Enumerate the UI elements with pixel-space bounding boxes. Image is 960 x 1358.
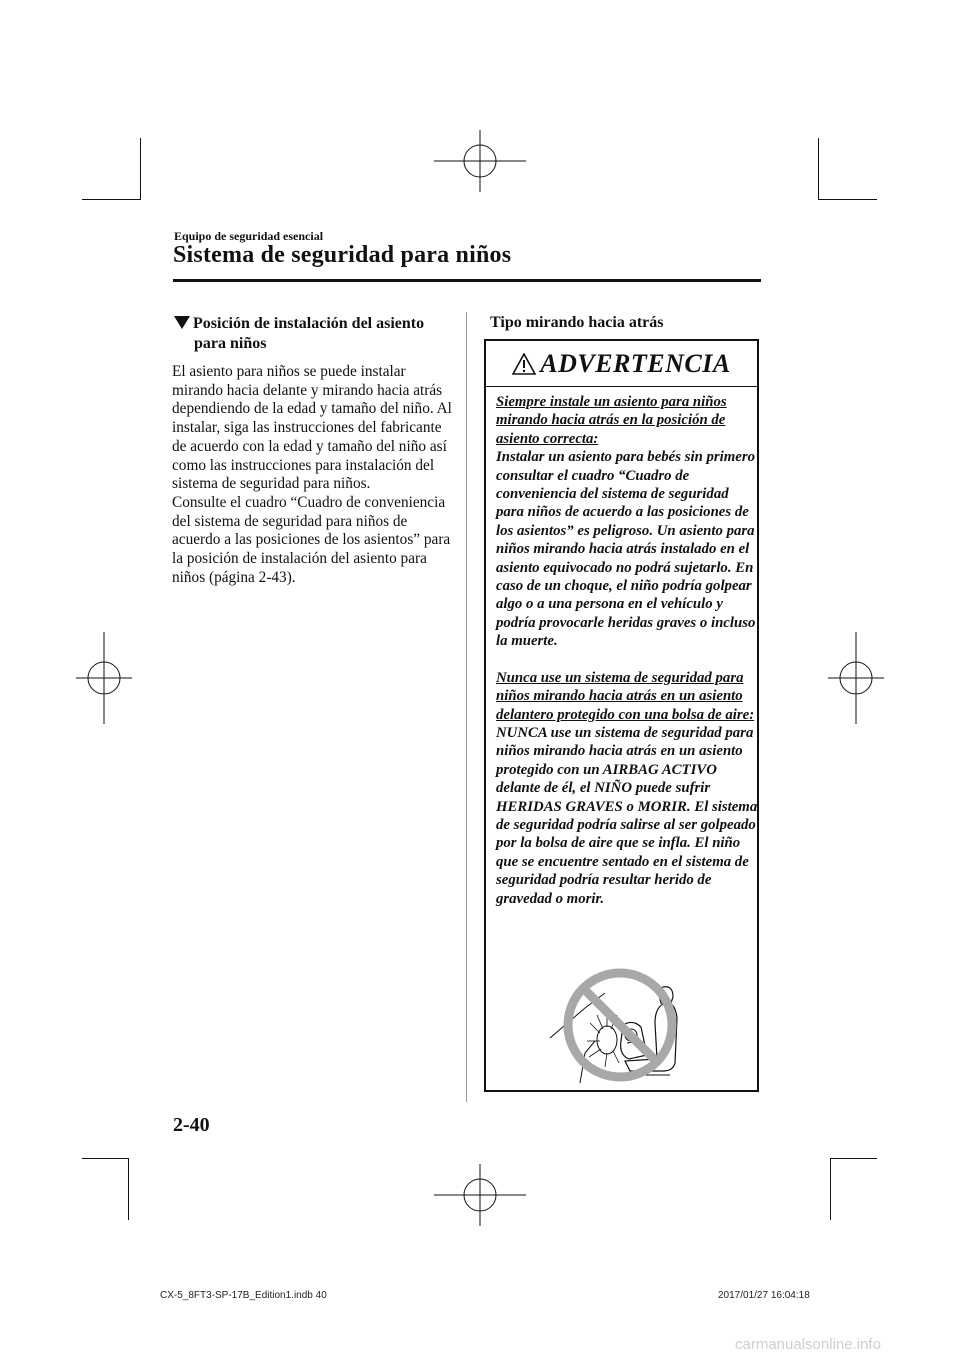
file-info: CX-5_8FT3-SP-17B_Edition1.indb 40	[160, 1290, 327, 1301]
subsection-heading-line2: para niños	[194, 335, 267, 352]
crop-mark	[82, 199, 141, 200]
crop-mark	[128, 1158, 129, 1220]
warning-lead: Siempre instale un asiento para niños mirando hacia atrás en la posición de asiento correcta:	[496, 394, 727, 447]
warning-header	[486, 341, 757, 387]
warning-triangle-icon	[512, 353, 536, 375]
registration-mark-icon	[828, 632, 884, 724]
warning-body: NUNCA use un sistema de seguridad para niños mirando hacia atrás en un asiento protegido con un AIRBAG ACTIVO delante de él, el NIÑO puede sufrir HERIDAS GRAVES o MORIR. El sistema de seguridad podría salirse al ser golpeado por la bolsa de aire que se infla. El niño que se encuentre sentado en el sistema de seguridad podría resultar herido de gravedad o morir.	[496, 724, 758, 907]
watermark: carmanualsonline.info	[735, 1336, 881, 1353]
crop-mark	[82, 1158, 129, 1159]
crop-mark	[140, 138, 141, 200]
warning-title: ADVERTENCIA	[540, 348, 731, 378]
paragraph: Consulte el cuadro “Cuadro de conveniencia del sistema de seguridad para niños de acuerdo a las posiciones de los asientos” para la posición de instalación del asiento para niños (página 2-43).	[172, 493, 451, 586]
triangle-bullet-icon	[174, 316, 190, 329]
column-divider	[466, 312, 467, 1102]
warning-body: Instalar un asiento para bebés sin primero consultar el cuadro “Cuadro de conveniencia del sistema de seguridad para niños de acuerdo a las posiciones de los asientos” es peligroso. Un asiento para niños mirando hacia atrás instalado en el asiento equivocado no podrá sujetarlo. En caso de un choque, el niño podría golpear algo o a una persona en el vehículo y podría provocarle heridas graves o incluso la muerte.	[496, 449, 756, 650]
rear-facing-heading: Tipo mirando hacia atrás	[490, 314, 664, 331]
crop-mark	[818, 138, 819, 200]
spacer	[496, 651, 758, 669]
crop-mark	[830, 1158, 877, 1159]
registration-mark-icon	[434, 130, 526, 192]
subsection-heading	[174, 314, 459, 354]
warning-lead: Nunca use un sistema de seguridad para niños mirando hacia atrás en un asiento delantero protegido con una bolsa de aire:	[496, 669, 755, 723]
registration-mark-icon	[76, 632, 132, 724]
title-rule	[173, 279, 761, 282]
print-timestamp: 2017/01/27 16:04:18	[718, 1290, 810, 1301]
crop-mark	[818, 199, 877, 200]
prohibited-child-seat-illustration	[545, 963, 695, 1088]
warning-text	[496, 393, 758, 908]
registration-mark-icon	[434, 1164, 526, 1226]
body-text	[172, 363, 454, 587]
crop-mark	[830, 1158, 831, 1220]
subsection-heading-line1: Posición de instalación del asiento	[193, 315, 425, 332]
page-title: Sistema de seguridad para niños	[173, 242, 512, 268]
page-number: 2-40	[173, 1114, 210, 1136]
paragraph: El asiento para niños se puede instalar mirando hacia delante y mirando hacia atrás dependiendo de la edad y tamaño del niño. Al instalar, siga las instrucciones del fabricante de acuerdo con la edad y tamaño del niño así como las instrucciones para instalación del sistema de seguridad para niños.	[172, 363, 452, 493]
section-label: Equipo de seguridad esencial	[174, 229, 324, 243]
